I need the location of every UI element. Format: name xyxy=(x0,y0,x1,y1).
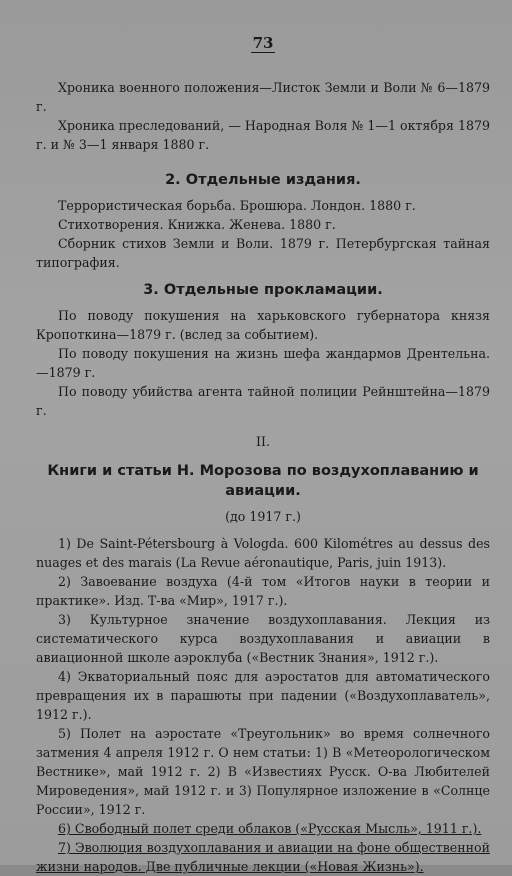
list-item: 4) Экваториальный пояс для аэростатов для автоматического превращения их в парашюты при падении («Воздухоплаватель», 1912 г.). xyxy=(36,669,490,722)
section2-heading: 2. Отдельные издания. xyxy=(165,172,361,188)
page-number: 73 xyxy=(252,34,274,52)
section3-heading: 3. Отдельные прокламации. xyxy=(143,282,383,298)
list-item: 5) Полет на аэростате «Треугольник» во время солнечного затмения 4 апреля 1912 г. О нем статьи: 1) В «Метеорологическом Вестнике», май 1912 г. 2) В «Известиях Русск. О-ва Любителей Мироведения», май 1912 г. и 3) Популярное изложение в «Солнце России», 1912 г. xyxy=(36,726,490,817)
top-item-2: Хроника преследований, — Народная Воля № 1—1 октября 1879 г. и № 3—1 января 1880 г. xyxy=(36,118,490,152)
section3-item-2: По поводу покушения на жизнь шефа жандармов Дрентельна.—1879 г. xyxy=(36,346,490,380)
list-item: 3) Культурное значение воздухоплавания. Лекция из систематического курса воздухоплавания и авиации в авиационной школе аэроклуба («Вестник Знания», 1912 г.). xyxy=(36,612,490,665)
list-item: 7) Эволюция воздухоплавания и авиации на фоне общественной жизни народов. Две публичные лекции («Новая Жизнь»). xyxy=(36,840,490,874)
part-roman-numeral: II. xyxy=(256,434,270,449)
section3-item-3: По поводу убийства агента тайной полиции Рейнштейна—1879 г. xyxy=(36,384,490,418)
top-item-1: Хроника военного положения—Листок Земли и Воли № 6—1879 г. xyxy=(36,80,490,114)
section2-item-3: Сборник стихов Земли и Воли. 1879 г. Петербургская тайная типография. xyxy=(36,236,490,270)
section2-item-1: Террористическая борьба. Брошюра. Лондон. 1880 г. xyxy=(58,198,416,213)
part2-subheading: (до 1917 г.) xyxy=(225,509,301,524)
list-item: 1) De Saint-Pétersbourg à Vologda. 600 Kilométres au dessus des nuages et des marais (La Revue aéronautique, Paris, juin 1913). xyxy=(36,536,490,570)
section3-item-1: По поводу покушения на харьковского губернатора князя Кропоткина—1879 г. (вслед за событием). xyxy=(36,308,490,342)
section2-item-2: Стихотворения. Книжка. Женева. 1880 г. xyxy=(58,217,336,232)
list-item: 6) Свободный полет среди облаков («Русская Мысль», 1911 г.). xyxy=(58,821,482,836)
list-item: 2) Завоевание воздуха (4-й том «Итогов науки в теории и практике». Изд. Т-ва «Мир», 1917 г.). xyxy=(36,574,490,608)
part2-heading: Книги и статьи Н. Морозова по воздухоплаванию и авиации. xyxy=(47,463,479,499)
